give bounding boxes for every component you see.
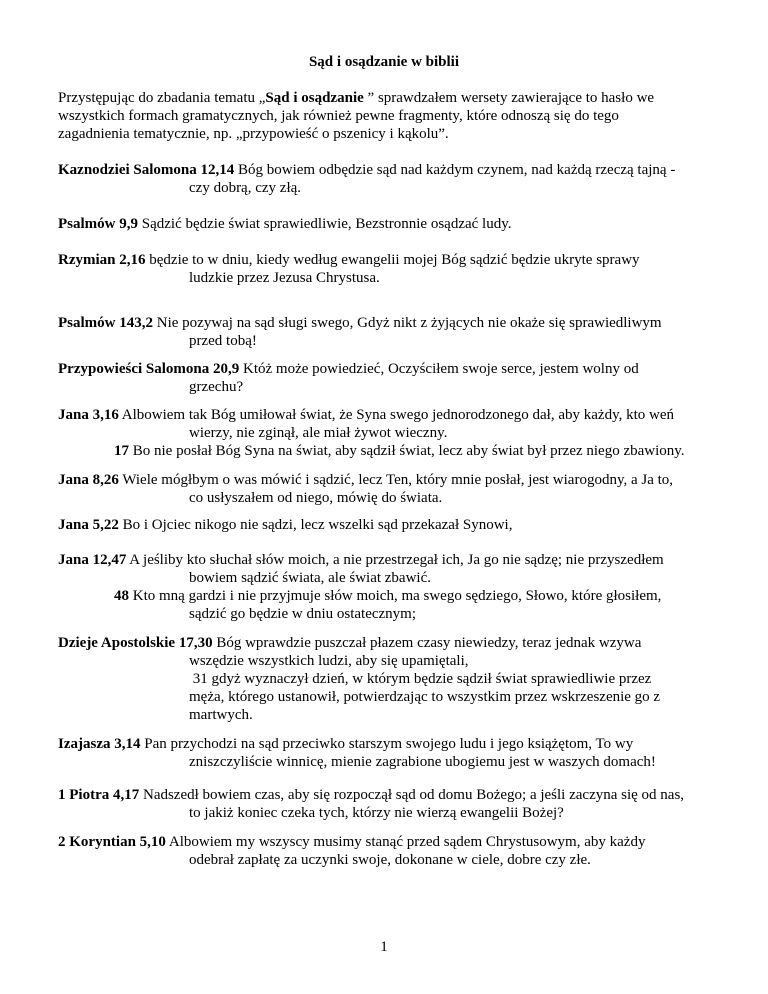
verse-sub-number: 17 <box>114 443 129 459</box>
verse-entry <box>58 833 728 869</box>
verse-text: Albowiem tak Bóg umiłował świat, że Syna swego jednorodzonego dał, aby każdy, kto weń <box>118 407 675 423</box>
page-number: 1 <box>380 939 388 955</box>
page-title: Sąd i osądzanie w biblii <box>308 54 460 70</box>
verse-text: Nie pozywaj na sąd sługi swego, Gdyż nikt z żyjących nie okaże się sprawiedliwym <box>153 315 662 331</box>
verse-text-continuation: odebrał zapłatę za uczynki swoje, dokonane w ciele, dobre czy złe. <box>189 852 591 868</box>
verse-entry <box>58 735 728 771</box>
verse-text: Któż może powiedzieć, Oczyściłem swoje serce, jestem wolny od <box>239 361 639 377</box>
verse-reference: Jana 5,22 <box>58 517 119 533</box>
verse-text-continuation: grzechu? <box>189 379 244 395</box>
verse-reference: Dzieje Apostolskie 17,30 <box>58 635 213 651</box>
verse-reference: Psalmów 143,2 <box>58 315 153 331</box>
verse-text: Sądzić będzie świat sprawiedliwie, Bezstronnie osądzać ludy. <box>138 216 512 232</box>
verse-text-continuation: wierzy, nie zginął, ale miał żywot wieczny. <box>189 425 448 441</box>
verse-text-continuation: 31 gdyż wyznaczył dzień, w którym będzie sądził świat sprawiedliwie przez <box>189 671 652 687</box>
verse-reference: Rzymian 2,16 <box>58 252 146 268</box>
verse-entry <box>58 215 728 233</box>
verse-text-continuation: to jakiż koniec czeka tych, którzy nie wierzą ewangelii Bożej? <box>189 805 564 821</box>
verse-text-continuation: zniszczyliście winnicę, mienie zagrabione ubogiemu jest w waszych domach! <box>189 754 656 770</box>
verse-reference: Psalmów 9,9 <box>58 216 138 232</box>
intro-line-3: zagadnienia tematycznie, np. „przypowieść o pszenicy i kąkolu”. <box>58 126 449 142</box>
verse-entry <box>58 360 728 396</box>
verse-entry <box>58 161 728 197</box>
verse-text: Bóg bowiem odbędzie sąd nad każdym czynem, nad każdą rzeczą tajną - <box>234 162 676 178</box>
verse-text: Nadszedł bowiem czas, aby się rozpoczął sąd od domu Bożego; a jeśli zaczyna się od nas, <box>139 787 685 803</box>
verse-text: A jeśliby kto słuchał słów moich, a nie przestrzegał ich, Ja go nie sądzę; nie przyszedłem <box>126 552 664 568</box>
verse-reference: Jana 3,16 <box>58 407 119 423</box>
verse-reference: Kaznodziei Salomona 12,14 <box>58 162 235 178</box>
intro-paragraph <box>58 89 718 143</box>
intro-text-before: Przystępując do zbadania tematu „ <box>58 90 266 106</box>
verse-sub-continuation: sądzić go będzie w dniu ostatecznym; <box>189 606 417 622</box>
verse-entry <box>58 471 728 507</box>
verse-text-continuation: bowiem sądzić świata, ale świat zbawić. <box>189 570 431 586</box>
verse-text: będzie to w dniu, kiedy według ewangelii mojej Bóg sądzić będzie ukryte sprawy <box>145 252 640 268</box>
intro-line-2: wszystkich formach gramatycznych, jak również pewne fragmenty, które odnoszą się do tego <box>58 108 619 124</box>
verse-sub-entry <box>58 587 728 605</box>
verse-entry <box>58 786 728 822</box>
verse-entry <box>58 551 728 623</box>
verse-sub-text: Bo nie posłał Bóg Syna na świat, aby sądził świat, lecz aby świat był przez niego zbawiony. <box>129 443 685 459</box>
verse-entry <box>58 251 728 287</box>
intro-text-after: ” sprawdzałem wersety zawierające to hasło we <box>363 90 655 106</box>
verse-text: Pan przychodzi na sąd przeciwko starszym swojego ludu i jego książętom, To wy <box>140 736 634 752</box>
verse-text: Bo i Ojciec nikogo nie sądzi, lecz wszelki sąd przekazał Synowi, <box>118 517 513 533</box>
verse-entry <box>58 516 728 534</box>
verse-sub-text: Kto mną gardzi i nie przyjmuje słów moich, ma swego sędziego, Słowo, które głosiłem, <box>129 588 662 604</box>
verse-entry <box>58 406 728 460</box>
verse-sub-entry <box>58 442 728 460</box>
verse-text-continuation: martwych. <box>189 707 253 723</box>
verse-reference: Przypowieści Salomona 20,9 <box>58 361 240 377</box>
verse-reference: 1 Piotra 4,17 <box>58 787 140 803</box>
verse-text-continuation: wszędzie wszystkich ludzi, aby się upamiętali, <box>189 653 469 669</box>
verse-sub-number: 48 <box>114 588 129 604</box>
verse-reference: Izajasza 3,14 <box>58 736 141 752</box>
intro-bold-term: Sąd i osądzanie <box>265 90 364 106</box>
verse-entry <box>58 314 728 350</box>
verse-text-continuation: czy dobrą, czy złą. <box>189 180 302 196</box>
verse-text-continuation: przed tobą! <box>189 333 257 349</box>
verse-text-continuation: co usłyszałem od niego, mówię do świata. <box>189 490 443 506</box>
verse-text: Albowiem my wszyscy musimy stanąć przed sądem Chrystusowym, aby każdy <box>165 834 646 850</box>
verse-reference: Jana 12,47 <box>58 552 127 568</box>
verse-text: Bóg wprawdzie puszczał płazem czasy niewiedzy, teraz jednak wzywa <box>212 635 642 651</box>
verse-text: Wiele mógłbym o was mówić i sądzić, lecz Ten, który mnie posłał, jest wiarogodny, a Ja to, <box>118 472 674 488</box>
verse-entry <box>58 634 728 724</box>
verse-reference: Jana 8,26 <box>58 472 119 488</box>
verse-reference: 2 Koryntian 5,10 <box>58 834 166 850</box>
intro-line-1 <box>58 89 718 107</box>
verse-text-continuation: męża, którego ustanowił, potwierdzając to wszystkim przez wskrzeszenie go z <box>189 689 661 705</box>
verse-text-continuation: ludzkie przez Jezusa Chrystusa. <box>189 270 380 286</box>
